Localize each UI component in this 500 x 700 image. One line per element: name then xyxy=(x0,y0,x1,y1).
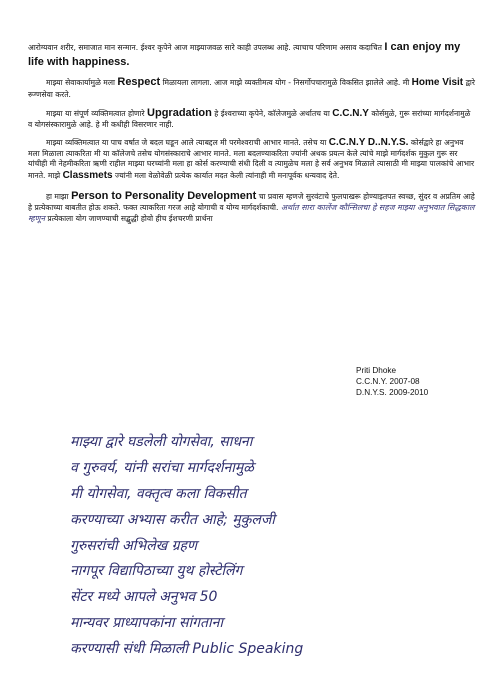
printed-text-block xyxy=(28,40,476,230)
paragraph-4 xyxy=(28,136,476,182)
handwritten-line: सेंटर मध्ये आपले अनुभव 50 xyxy=(70,589,218,606)
paragraph-2-text-b: मिळायला लागला. आज माझे व्यक्तीमत्व योग - निसर्गोपचारामुळे विकसित झालेले आहे. मी xyxy=(162,78,410,88)
ccny-word: C.C.N.Y xyxy=(332,107,369,119)
handwritten-line: मान्यवर प्राध्यापकांना सांगताना xyxy=(70,615,223,632)
classmets-word: Classmets xyxy=(62,170,113,182)
handwritten-line: माझ्या द्वारे घडलेली योगसेवा, साधना xyxy=(70,434,253,450)
respect-word: Respect xyxy=(117,76,161,89)
english-quote: I can enjoy my life with happiness. xyxy=(28,41,461,68)
dnys-word: D..N.Y.S. xyxy=(367,137,409,149)
paragraph-1-text: आरोग्यवान शरीर, समाजात मान सन्मान. ईश्वर कृपेने आज माझ्याजवळ सारे काही उपलब्ध आहे. त्याचाच परिणाम असाव कदाचित xyxy=(28,43,382,52)
home-visit-word: Home Visit xyxy=(411,77,464,89)
paragraph-4-text-c: ज्यांनी मला वेळोवेळी प्रत्येक कार्यात मदत केली त्यांनाही मी मनःपूर्वक धन्यवाद देते. xyxy=(115,171,340,181)
paragraph-5-text-b: चा प्रवास म्हणजे सुरवंटाचे फुलपाखरू होण्याइतपत स्वच्छ, सुंदर व अप्रतिम आहे हे प्रत्येकाच्या बाबतीत होऊ शकते. फक्त त्याकरिता गरज आहे योगाची व योग्य मार्गदर्शकाची. xyxy=(28,191,475,213)
handwritten-insert: अर्थात सारा कालेंज कौन्सिलचा हे सहज माझ्या अनुभवात सिद्धकाल म्हणून xyxy=(28,203,475,223)
upgradation-word: Upgradation xyxy=(147,106,212,119)
handwritten-line: मी योगसेवा, वक्तृत्व कला विकसीत xyxy=(70,485,247,502)
handwritten-line: करण्यासी संधी मिळाली Public Speaking xyxy=(70,641,304,658)
handwritten-line: गुरुसरांची अभिलेख ग्रहण xyxy=(70,537,198,554)
paragraph-4-text-a: माझ्या व्यक्तिमत्वात या पाच वर्षात जे बदल घडून आले त्याबद्दल मी परमेश्वराची आभार मानते. तसेच या xyxy=(46,138,327,148)
paragraph-3-text-a: माझ्या या संपूर्ण व्यक्तिमत्वात होणारे xyxy=(46,108,145,118)
paragraph-5-text-a: हा माझा xyxy=(46,191,69,201)
paragraph-2 xyxy=(28,75,476,100)
paragraph-3-text-c: कोर्समुळे, गुरू सरांच्या मार्गदर्शनामुळे व योगसंस्कारामुळे आहे. हे मी कधीही विसरणार नाही. xyxy=(28,108,471,130)
paragraph-3-text-b: हे ईश्वराच्या कृपेने, कॉलेजमुळे अर्थातच या xyxy=(214,108,330,118)
ccny-word-2: C.C.N.Y xyxy=(328,137,366,149)
signature-name: Priti Dhoke xyxy=(356,366,397,375)
signature-dnys-year: D.N.Y.S. 2009-2010 xyxy=(356,388,429,398)
handwritten-note xyxy=(70,430,480,663)
paragraph-1 xyxy=(28,40,476,69)
paragraph-2-text-c: द्वारे रूग्णसेवा करते. xyxy=(28,78,476,99)
person-to-personality-phrase: Person to Personality Development xyxy=(71,189,257,202)
paragraph-5-text-c: प्रत्येकाला योग जाणण्याची सद्बुद्धी होवो हीच ईशचरणी प्रार्थना xyxy=(47,213,213,223)
handwritten-line: नागपूर विद्यापिठाच्या युथ होस्टेलिंग xyxy=(70,563,243,580)
handwritten-line: करण्याच्या अभ्यास करीत आहे; मुकुलजी xyxy=(70,511,275,528)
signature-block xyxy=(356,365,476,398)
paragraph-2-text-a: माझ्या सेवाकार्यामुळे मला xyxy=(46,78,115,88)
paragraph-5 xyxy=(28,189,476,225)
handwritten-line: व गुरुवर्य, यांनी सरांचा मार्गदर्शनामुळे xyxy=(70,459,254,476)
paragraph-3 xyxy=(28,106,476,131)
signature-ccny-year: C.C.N.Y. 2007-08 xyxy=(356,377,420,387)
paragraph-4-text-b: कोर्सद्वारे हा अनुभव मला मिळाला त्याकरिता मी या कॉलेजचे तसेच योगसंस्काराचे आभार मानते. मला बदलण्याकरिता ज्यांनी अथक प्रयत्न केले त्यांचे माझे मार्गदर्शक मुकुल गुरू सर यांचीही मी नेहमीकरिता ऋणी राहील माझ्या घरच्यांनी मला हा कोर्स करण्याची संधी दिली व त्यामुळेच मला हे सर्व अनुभव मिळाले त्यासाठी मी माझ्या पालकांचे आभार मानते. माझे xyxy=(28,138,475,181)
